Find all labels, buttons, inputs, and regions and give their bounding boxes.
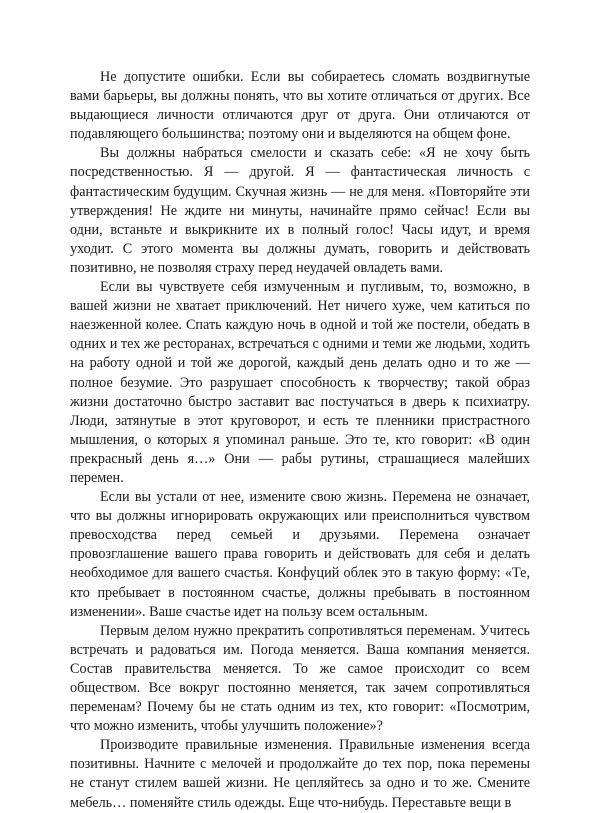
paragraph: Вы должны набраться смелости и сказать себе: «Я не хочу быть посредственностью. Я — другой. Я — фантастическая личность с фантастическим будущим. Скучная жизнь — не для меня. «Повторяйте эти утверждения! Не ждите ни минуты, начинайте прямо сейчас! Если вы одни, встаньте и выкрикните их в полный голос! Часы идут, и время уходит. С этого момента вы должны думать, говорить и действовать позитивно, не позволяя страху перед неудачей овладеть вами. [70, 145, 530, 276]
page-body [70, 68, 530, 813]
paragraph: Если вы устали от нее, измените свою жизнь. Перемена не означает, что вы должны игнорировать окружающих или преисполниться чувством превосходства перед семьей и друзьями. Перемена означает провозглашение вашего права говорить и действовать для себя и делать необходимое для вашего счастья. Конфуций облек это в такую форму: «Те, кто пребывает в постоянном счастье, должны пребывать в постоянном изменении». Ваше счастье идет на пользу всем остальным. [70, 489, 530, 620]
paragraph: Не допустите ошибки. Если вы собираетесь сломать воздвигнутые вами барьеры, вы должны понять, что вы хотите отличаться от других. Все выдающиеся личности отличаются друг от друга. Они отличаются от подавляющего большинства; поэтому они и выделяются на общем фоне. [70, 69, 530, 143]
paragraph: Если вы чувствуете себя измученным и пугливым, то, возможно, в вашей жизни не хватает приключений. Нет ничего хуже, чем катиться по наезженной колее. Спать каждую ночь в одной и той же постели, обедать в одних и тех же ресторанах, встречаться с одними и теми же людьми, ходить на работу одной и той же дорогой, каждый день делать одно и то же — полное безумие. Это разрушает способность к творчеству; такой образ жизни достаточно быстро заставит вас постучаться в дверь к психиатру. Люди, затянутые в этот круговорот, и есть те пленники пристрастного мышления, о которых я упоминал раньше. Это те, кто говорит: «В один прекрасный день я…» Они — рабы рутины, страшащиеся малейших перемен. [70, 279, 530, 486]
paragraph: Первым делом нужно прекратить сопротивляться переменам. Учитесь встречать и радоваться им. Погода меняется. Ваша компания меняется. Состав правительства меняется. То же самое происходит со всем обществом. Все вокруг постоянно меняется, так зачем сопротивляться переменам? Почему бы не стать одним из тех, кто говорит: «Посмотрим, что можно изменить, чтобы улучшить положение»? [70, 622, 530, 735]
paragraph: Производите правильные изменения. Правильные изменения всегда позитивны. Начните с мелочей и продолжайте до тех пор, пока перемены не станут стилем вашей жизни. Не цепляйтесь за одно и то же. Смените мебель… поменяйте стиль одежды. Еще что-нибудь. Переставьте вещи в [70, 737, 530, 811]
